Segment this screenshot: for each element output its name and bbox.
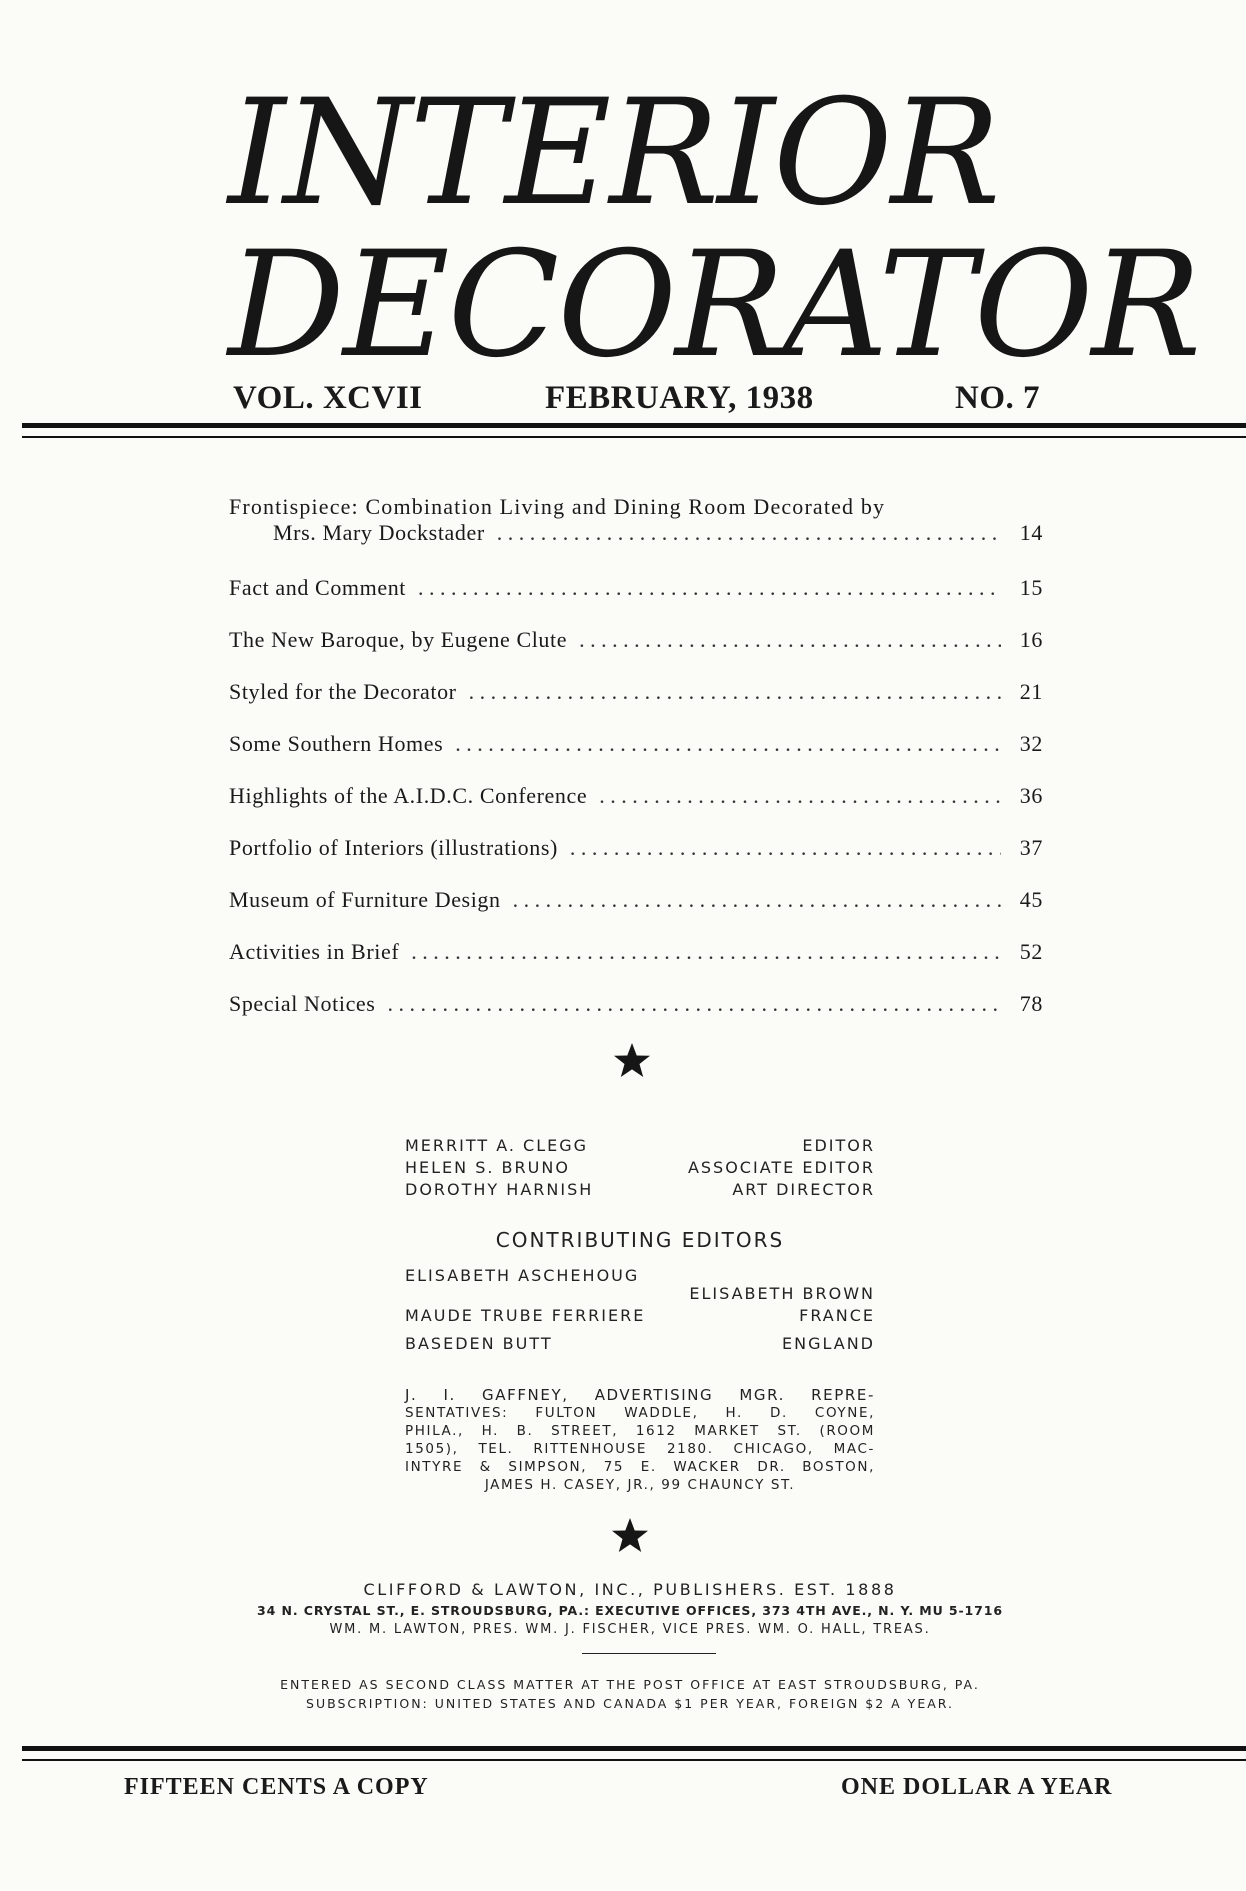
toc-title: Museum of Furniture Design [229, 887, 501, 912]
header-rule-thick [22, 423, 1246, 428]
staff-name: MERRITT A. CLEGG [405, 1136, 589, 1155]
dot-leader [513, 887, 1001, 913]
toc-title: Portfolio of Interiors (illustrations) [229, 835, 558, 860]
price-per-year: ONE DOLLAR A YEAR [841, 1774, 1113, 1800]
toc-entry[interactable] [229, 939, 1043, 965]
footer-rule-thick [22, 1746, 1246, 1751]
contributor-location: FRANCE [799, 1306, 875, 1325]
toc-page-number: 36 [1019, 783, 1043, 808]
dot-leader [411, 939, 1001, 965]
subscription-notice: SUBSCRIPTION: UNITED STATES AND CANADA $1 PER YEAR, FOREIGN $2 A YEAR. [306, 1696, 954, 1711]
dot-leader [579, 627, 1001, 653]
dot-leader [570, 835, 1001, 861]
star-ornament-icon [610, 1516, 650, 1556]
toc-page-number: 45 [1019, 887, 1043, 912]
advertising-line: INTYRE & SIMPSON, 75 E. WACKER DR. BOSTON, [405, 1459, 875, 1475]
masthead-title-line1: INTERIOR [228, 68, 999, 238]
staff-role: EDITOR [802, 1136, 875, 1155]
contributor-name: MAUDE TRUBE FERRIERE [405, 1306, 646, 1325]
toc-entry[interactable] [229, 627, 1043, 653]
advertising-line: J. I. GAFFNEY, ADVERTISING MGR. REPRE- [405, 1386, 875, 1404]
toc-entry[interactable] [229, 783, 1043, 809]
star-ornament-icon [612, 1041, 652, 1081]
contributor-name: ELISABETH ASCHEHOUG [405, 1266, 640, 1285]
toc-entry[interactable] [229, 679, 1043, 705]
advertising-line: SENTATIVES: FULTON WADDLE, H. D. COYNE, [405, 1405, 875, 1421]
toc-title: Special Notices [229, 991, 376, 1016]
volume-label: VOL. XCVII [233, 380, 423, 416]
toc-page-number: 37 [1019, 835, 1043, 860]
toc-entry[interactable] [229, 494, 1043, 546]
mailing-notice: ENTERED AS SECOND CLASS MATTER AT THE POST OFFICE AT EAST STROUDSBURG, PA. [280, 1677, 980, 1692]
contributor-location: ENGLAND [782, 1334, 875, 1353]
toc-page-number: 15 [1019, 575, 1043, 600]
contributor-location: ELISABETH BROWN [689, 1284, 875, 1303]
toc-page-number: 32 [1019, 731, 1043, 756]
toc-entry[interactable] [229, 731, 1043, 757]
dot-leader [599, 783, 1001, 809]
toc-entry[interactable] [229, 575, 1043, 601]
dot-leader [387, 991, 1001, 1017]
contributing-editors-heading: CONTRIBUTING EDITORS [495, 1228, 785, 1252]
issue-number: NO. 7 [955, 380, 1040, 416]
price-per-copy: FIFTEEN CENTS A COPY [124, 1774, 429, 1800]
footer-rule-thin [22, 1759, 1246, 1761]
staff-row [405, 1158, 875, 1177]
toc-entry[interactable] [229, 835, 1043, 861]
toc-title: Highlights of the A.I.D.C. Conference [229, 783, 588, 808]
staff-role: ART DIRECTOR [732, 1180, 875, 1199]
toc-page-number: 16 [1019, 627, 1043, 652]
advertising-line: JAMES H. CASEY, JR., 99 CHAUNCY ST. [484, 1477, 796, 1493]
toc-page-number: 52 [1019, 939, 1043, 964]
short-divider [582, 1653, 716, 1654]
toc-title: Activities in Brief [229, 939, 400, 964]
toc-entry[interactable] [229, 991, 1043, 1017]
header-rule-thin [22, 436, 1246, 438]
toc-title: Frontispiece: Combination Living and Dining Room Decorated by [229, 494, 886, 519]
advertising-block [405, 1386, 875, 1494]
toc-entry[interactable] [229, 887, 1043, 913]
staff-name: DOROTHY HARNISH [405, 1180, 594, 1199]
toc-page-number: 78 [1019, 991, 1043, 1016]
toc-page-number: 14 [1019, 520, 1043, 545]
staff-role: ASSOCIATE EDITOR [687, 1158, 875, 1177]
toc-title-continued: Mrs. Mary Dockstader [273, 520, 485, 545]
advertising-line: 1505), TEL. RITTENHOUSE 2180. CHICAGO, MAC- [405, 1441, 875, 1457]
toc-title: The New Baroque, by Eugene Clute [229, 627, 568, 652]
toc-page-number: 21 [1019, 679, 1043, 704]
dot-leader [497, 520, 1001, 546]
staff-row [405, 1180, 875, 1199]
staff-row [405, 1136, 875, 1155]
staff-name: HELEN S. BRUNO [405, 1158, 570, 1177]
toc-title: Styled for the Decorator [229, 679, 457, 704]
contributor-row [405, 1334, 875, 1353]
contributor-row [405, 1306, 875, 1325]
dot-leader [418, 575, 1001, 601]
issue-date: FEBRUARY, 1938 [545, 380, 814, 416]
publisher-address: 34 N. CRYSTAL ST., E. STROUDSBURG, PA.: EXECUTIVE OFFICES, 373 4TH AVE., N. Y. MU 5-1716 [257, 1603, 1003, 1618]
toc-title: Fact and Comment [229, 575, 407, 600]
publisher-officers: WM. M. LAWTON, PRES. WM. J. FISCHER, VICE PRES. WM. O. HALL, TREAS. [329, 1622, 931, 1637]
masthead-title-line2: DECORATOR [228, 220, 1200, 390]
toc-title: Some Southern Homes [229, 731, 444, 756]
advertising-line: PHILA., H. B. STREET, 1612 MARKET ST. (ROOM [405, 1423, 875, 1439]
contributor-name: BASEDEN BUTT [405, 1334, 553, 1353]
publisher-name: CLIFFORD & LAWTON, INC., PUBLISHERS. EST. 1888 [363, 1580, 897, 1599]
dot-leader [469, 679, 1001, 705]
dot-leader [455, 731, 1001, 757]
